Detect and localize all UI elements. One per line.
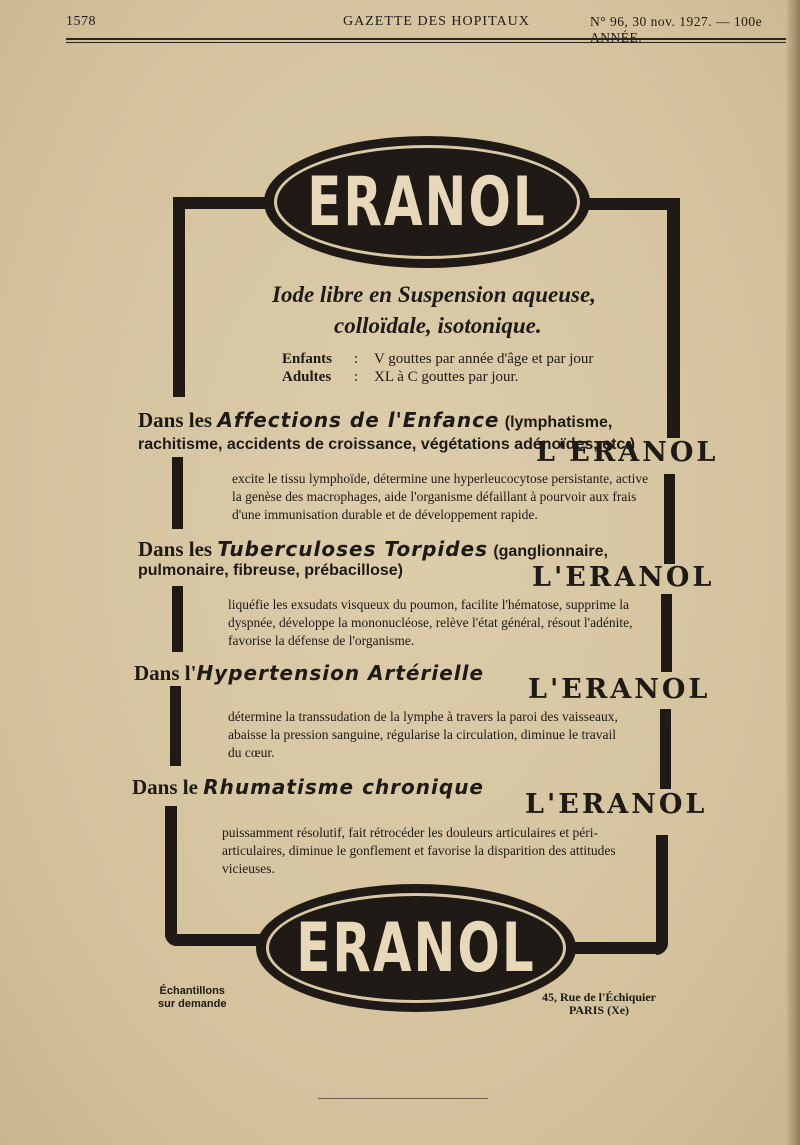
section-body: puissamment résolutif, fait rétrocéder les douleurs articulaires et péri-articulaires, diminue le gonflement et favorise la disparition des attitudes vicieuses. (222, 825, 616, 876)
bottom-rule (318, 1098, 488, 1099)
address (542, 991, 656, 1017)
dosage-label: Adultes (282, 369, 332, 385)
intro-line-1: Iode libre en Suspension aqueuse, (272, 282, 596, 307)
samples-note (158, 985, 226, 1011)
section-body: détermine la transsudation de la lymphe à travers la paroi des vaisseaux, abaisse la pression sanguine, régularise la circulation, diminue le travail du cœur. (228, 709, 618, 760)
frame-left-bar-2 (172, 586, 183, 652)
section-body: liquéfie les exsudats visqueux du poumon, facilite l'hématose, supprime la dyspnée, développe la mononucléose, relève l'état général, résout l'adénite, favorise la défense de l'organisme. (228, 597, 633, 648)
frame-right-bar-1 (664, 474, 675, 564)
section-body: excite le tissu lymphoïde, détermine une hyperleucocytose persistante, active la genèse des macrophages, aide l'organisme défaillant à pourvoir aux frais d'une immunisation durable et de développement rapide. (232, 471, 649, 522)
section-title: Affections de l'Enfance (217, 408, 500, 432)
frame-right-bar-2 (661, 594, 672, 672)
header-rule (66, 38, 786, 40)
page-edge-shadow (786, 0, 800, 1145)
dosage-children (282, 351, 593, 368)
issue-info: N° 96, 30 nov. 1927. — 100e (590, 14, 763, 29)
section-heading (132, 775, 484, 800)
section-heading (134, 661, 484, 686)
logo-wordmark: ERANOL (307, 162, 547, 242)
dosage-label: Enfants (282, 351, 333, 367)
section-heading (138, 537, 608, 562)
frame-right-vertical-top (667, 198, 680, 438)
brand-callout: L'ERANOL (536, 437, 719, 468)
logo-wordmark: ERANOL (296, 908, 536, 988)
brand-callout: L'ERANOL (528, 674, 711, 705)
section-title: Rhumatisme chronique (203, 775, 484, 799)
frame-left-vertical-top (173, 197, 185, 397)
dosage-adults (282, 369, 518, 386)
section-paren: (ganglionnaire, (493, 543, 608, 560)
frame-top-left-horizontal (173, 197, 268, 209)
section-title: Hypertension Artérielle (196, 661, 485, 685)
eranol-logo-bottom (256, 884, 576, 1012)
section-paren-continued: rachitisme, accidents de croissance, végétations adénoïdes, etc.) (138, 436, 636, 453)
frame-right-vertical-bottom (656, 835, 668, 955)
section-prefix: Dans le (132, 775, 198, 799)
eranol-logo-top (264, 136, 590, 268)
section-prefix: Dans l' (134, 661, 197, 685)
frame-left-bar-3 (170, 686, 181, 766)
journal-title: GAZETTE DES HOPITAUX (343, 14, 530, 29)
brand-callout: L'ERANOL (525, 789, 708, 820)
brand-callout: L'ERANOL (532, 562, 715, 593)
section-title: Tuberculoses Torpides (217, 537, 489, 561)
dosage-colon: : (354, 351, 359, 367)
section-prefix: Dans les (138, 537, 213, 561)
frame-right-bar-3 (660, 709, 671, 789)
section-paren-continued: pulmonaire, fibreuse, prébacillose) (138, 562, 403, 579)
frame-left-vertical-bottom (165, 806, 177, 946)
section-paren: (lymphatisme, (504, 414, 613, 431)
frame-bottom-left-horizontal (165, 934, 265, 946)
samples-line-2: sur demande (158, 998, 227, 1010)
samples-line-1: Échantillons (159, 985, 225, 997)
frame-bottom-right-horizontal (575, 942, 668, 954)
intro-line-2: colloïdale, isotonique. (334, 313, 542, 338)
frame-left-bar-1 (172, 457, 183, 529)
section-prefix: Dans les (138, 408, 213, 432)
page-number: 1578 (66, 14, 96, 29)
address-line-2: PARIS (Xe) (568, 1003, 630, 1017)
address-line-1: 45, Rue de l'Échiquier (542, 990, 657, 1004)
section-heading (138, 408, 612, 433)
dosage-value: XL à C gouttes par jour. (374, 369, 519, 385)
dosage-colon: : (354, 369, 359, 385)
dosage-value: V gouttes par année d'âge et par jour (374, 351, 594, 367)
header-rule-thin (66, 42, 786, 43)
